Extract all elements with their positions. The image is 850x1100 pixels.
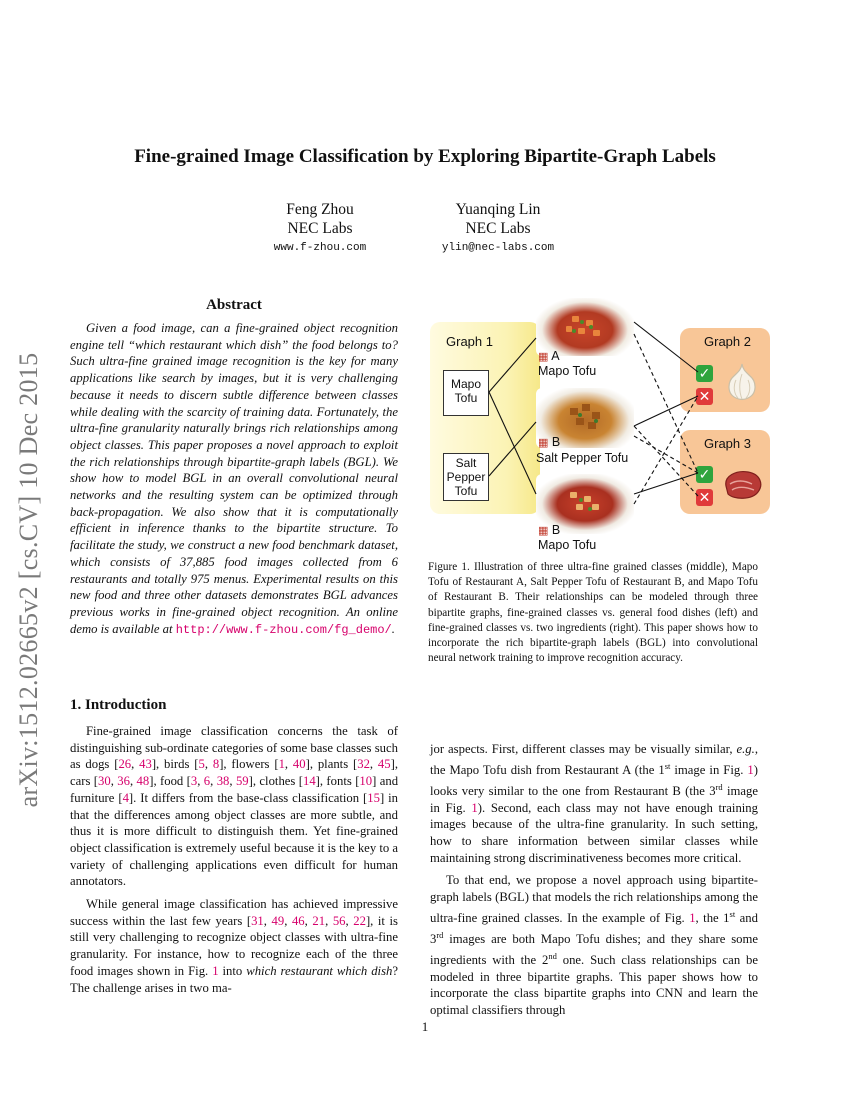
author-affiliation: NEC Labs: [287, 220, 353, 237]
arxiv-id: arXiv:1512.02665v2 [cs.CV] 10 Dec 2015: [14, 352, 43, 808]
demo-link[interactable]: http://www.f-zhou.com/fg_demo/: [175, 622, 392, 637]
graph-2-title: Graph 2: [704, 334, 751, 349]
abstract-text: Given a food image, can a fine-grained object recognition engine tell “which restaurant which dish” the food belongs to? Such ultra-fine grained image recognition is the key for many applications like search by images, but it is very challenging because it needs to discern subtle difference between classes while dealing with the scarcity of training data. Fortunately, the ultra-fine granularity naturally brings rich relationships among object classes. This paper proposes a novel approach to exploit the rich relationships through bipartite-graph labels (BGL). We show how to model BGL in an overall convolutional neural networks and the resulting system can be optimized through back-propagation. We also show that it is computationally efficient in inference thanks to the bipartite structure. To facilitate the study, we construct a new food benchmark dataset, which consists of 37,885 food images collected from 6 restaurants and totally 975 menus. Experimental results on this new food and three other datasets demonstrates BGL advances previous works in fine-grained object recognition. An online demo is available at: [70, 321, 398, 636]
graph-1-title: Graph 1: [446, 334, 493, 349]
citation-link[interactable]: 26: [118, 757, 132, 772]
abstract-body: Given a food image, can a fine-grained object recognition engine tell “which restaurant which dish” the food belongs to? Such ultra-fine grained image recognition is the key for many applications like search by images, but it is very challenging because it needs to discern subtle difference between classes while dealing with the scarcity of training data. Fortunately, the ultra-fine granularity naturally brings rich relationships among object classes. This paper proposes a novel approach to exploit the rich relationships through bipartite-graph labels (BGL). We show how to model BGL in an overall convolutional neural networks and the resulting system can be optimized through back-propagation. We also show that it is computationally efficient in inference thanks to the bipartite structure. To facilitate the study, we construct a new food benchmark dataset, which consists of 37,885 food images collected from 6 restaurants and totally 975 menus. Experimental results on this new food and three other datasets demonstrates BGL advances previous works in fine-grained object recognition. An online demo is available at http://www.f-zhou.com/fg_demo/.: [70, 321, 398, 637]
author-email[interactable]: ylin@nec-labs.com: [441, 242, 555, 254]
figure-1: [428, 298, 774, 556]
citation-link[interactable]: 32: [357, 757, 370, 772]
citation-link[interactable]: 49: [271, 913, 285, 928]
intro-column-2: [430, 741, 758, 1025]
restaurant-icon: ▦: [538, 351, 549, 363]
paper-title: Fine-grained Image Classification by Exploring Bipartite-Graph Labels: [134, 146, 716, 167]
graph-3-title: Graph 3: [704, 436, 751, 451]
author-1: [220, 200, 420, 258]
dish-1-label: Mapo Tofu: [538, 364, 597, 378]
citation-link[interactable]: 31: [251, 913, 264, 928]
citation-link[interactable]: 38: [216, 774, 230, 789]
intro-column-1: [70, 723, 398, 1002]
citation-link[interactable]: 45: [377, 757, 391, 772]
cross-icon: ✕: [696, 489, 713, 506]
author-name: Yuanqing Lin: [455, 201, 541, 218]
citation-link[interactable]: 14: [302, 774, 316, 789]
paragraph: To that end, we propose a novel approach using bipartite-graph labels (BGL) that models the rich relationships among the ultra-fine grained classes. In the example of Fig. 1, the 1st and 3rd images are both Mapo Tofu dishes; and they share some ingredients with the 2nd one. Such class relationships can be modeled in three bipartite graphs. This paper shows how to incorporate the class bipartite graphs into CNN and learn the optimal classifiers through: [430, 873, 758, 1018]
cross-icon: ✕: [696, 388, 713, 405]
citation-link[interactable]: 8: [212, 757, 220, 772]
figure-link[interactable]: 1: [689, 911, 696, 926]
citation-link[interactable]: 59: [235, 774, 249, 789]
check-icon: ✓: [696, 466, 713, 483]
citation-link[interactable]: 21: [312, 913, 326, 928]
citation-link[interactable]: 40: [292, 757, 306, 772]
restaurant-icon: ▦: [538, 525, 549, 537]
salt-pepper-tofu-box: Salt Pepper Tofu: [443, 453, 489, 501]
citation-link[interactable]: 4: [122, 790, 129, 805]
restaurant-letter: A: [551, 349, 560, 363]
citation-link[interactable]: 46: [291, 913, 305, 928]
figure-link[interactable]: 1: [747, 762, 754, 777]
citation-link[interactable]: 56: [332, 913, 346, 928]
dish-3-label: Mapo Tofu: [538, 538, 597, 552]
restaurant-icon: ▦: [538, 437, 549, 449]
citation-link[interactable]: 1: [278, 757, 285, 772]
check-icon: ✓: [696, 365, 713, 382]
citation-link[interactable]: 43: [139, 757, 152, 772]
citation-link[interactable]: 22: [353, 913, 366, 928]
dish-2-label: Salt Pepper Tofu: [536, 451, 629, 465]
arxiv-stamp: [2, 295, 56, 865]
citation-link[interactable]: 15: [367, 790, 380, 805]
figure-caption: Figure 1. Illustration of three ultra-fine grained classes (middle), Mapo Tofu of Restaurant A, Salt Pepper Tofu of Restaurant B, and Mapo Tofu of Restaurant B. Their relationships can be modeled through three bipartite graphs, fine-grained classes vs. general food dishes (left) and fine-grained classes vs. two ingredients (right). This paper shows how to incorporate the rich bipartite-graph labels (BGL) into convolutional neural network training to improve recognition accuracy.: [428, 561, 758, 665]
paragraph: While general image classification has achieved impressive success within the last few years [31, 49, 46, 21, 56, 22], it is still very challenging to recognize object classes with ultra-fine granularity. For instance, how to recognize each of the three food images shown in Fig. 1 into which restaurant which dish? The challenge arises in two ma-: [70, 897, 398, 995]
figure-link[interactable]: 1: [471, 800, 478, 815]
author-email[interactable]: www.f-zhou.com: [273, 242, 367, 254]
section-heading: 1. Introduction: [70, 697, 167, 713]
author-2: [398, 200, 598, 258]
page-number: 1: [421, 1019, 429, 1034]
citation-link[interactable]: 5: [198, 757, 205, 772]
paragraph: jor aspects. First, different classes may be visually similar, e.g., the Mapo Tofu dish from Restaurant A (the 1st image in Fig. 1) looks very similar to the one from Restaurant B (the 3rd image in Fig. 1). Second, each class may not have enough training images because of the ultra-fine granularity. In such setting, how to share information between similar classes while maintaining strong discriminativeness becomes more critical.: [430, 742, 758, 865]
citation-link[interactable]: 36: [117, 774, 130, 789]
bipartite-edges: [428, 298, 774, 556]
restaurant-letter: B: [551, 435, 561, 449]
author-affiliation: NEC Labs: [465, 220, 531, 237]
abstract-heading: Abstract: [206, 297, 262, 313]
citation-link[interactable]: 3: [190, 774, 198, 789]
citation-link[interactable]: 48: [136, 774, 150, 789]
paragraph: Fine-grained image classification concerns the task of distinguishing sub-ordinate categories of some base classes such as dogs [26, 43], birds [5, 8], flowers [1, 40], plants [32, 45], cars [30, 36, 48], food [3, 6, 38, 59], clothes [14], fonts [10] and furniture [4]. It differs from the base-class classification [15] in that the differences among object classes are more subtle, and thus it is more difficult to distinguish them. Yet fine-grained object classification is extremely useful because it is the key to a variety of challenging applications even difficult for human annotators.: [70, 724, 399, 889]
figure-link[interactable]: 1: [212, 963, 219, 978]
author-name: Feng Zhou: [286, 201, 354, 218]
citation-link[interactable]: 30: [98, 774, 111, 789]
restaurant-letter: B: [551, 523, 561, 537]
mapo-tofu-box: Mapo Tofu: [443, 370, 489, 416]
citation-link[interactable]: 6: [203, 774, 211, 789]
citation-link[interactable]: 10: [359, 774, 373, 789]
